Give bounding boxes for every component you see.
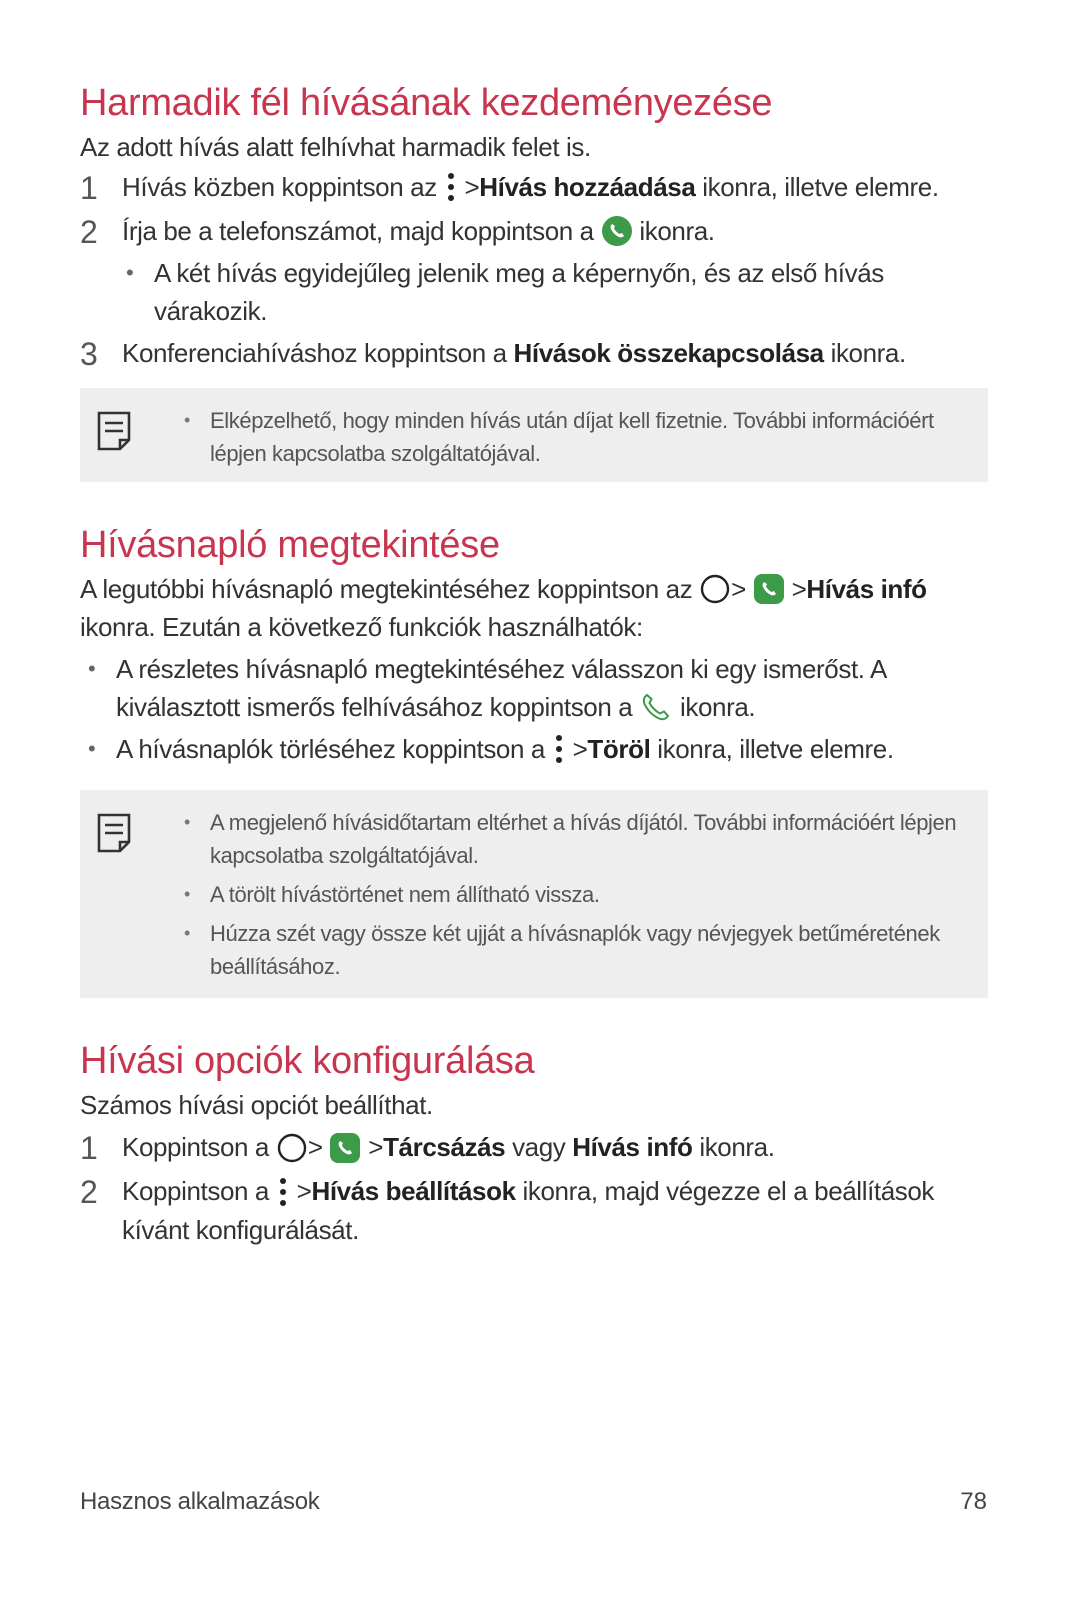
menu-option-call-settings: Hívás beállítások [311,1176,516,1207]
bullet-item [80,650,988,726]
arrow-separator: > [368,1132,384,1163]
arrow-separator: > [307,1132,323,1163]
step-text: Konferenciahíváshoz koppintson a [122,338,507,369]
note-item [184,806,968,872]
step-text: Koppintson a [122,1176,269,1207]
bullet: • [88,656,96,682]
step-number: 1 [80,170,98,206]
step-2 [80,212,988,250]
step-number: 3 [80,336,98,373]
intro-text: ikonra. Ezután a következő funkciók használhatók: [80,612,643,643]
bullet: • [184,812,190,833]
note-text: A megjelenő hívásidőtartam eltérhet a hívás díjától. További információért lépjen kapcsolatba szolgáltatójával. [210,810,957,869]
bullet: • [184,884,190,905]
section-intro [80,570,988,646]
note-text: Húzza szét vagy össze két ujját a hívásnaplók vagy névjegyek betűméretének beállításához. [210,921,940,980]
bullet: • [184,923,190,944]
bullet-item [80,730,988,768]
home-circle-icon [276,1132,308,1164]
menu-option-delete: Töröl [587,734,651,765]
note-item [184,878,968,911]
phone-outline-icon [639,690,673,724]
note-item [184,404,968,470]
step-text: ikonra. [639,216,715,247]
phone-app-icon [753,573,785,605]
bullet: • [88,736,96,762]
arrow-separator: > [464,172,480,202]
home-circle-icon [699,573,731,605]
section-title-third-party-call: Harmadik fél hívásának kezdeményezése [80,82,773,124]
note-icon [96,410,132,452]
page-content [80,80,988,1249]
arrow-separator: > [572,734,588,765]
note-icon [96,812,132,854]
menu-option-call-info: Hívás infó [806,574,927,605]
step-number: 1 [80,1130,98,1167]
step-text: Koppintson a [122,1132,269,1163]
note-box [80,388,988,482]
more-vertical-icon [276,1175,290,1209]
step-text: ikonra. [699,1132,775,1163]
menu-option-merge-calls: Hívások összekapcsolása [513,338,824,369]
step-1 [80,1128,988,1166]
bullet: • [126,260,134,286]
intro-text: A legutóbbi hívásnapló megtekintéséhez koppintson az [80,574,693,605]
bullet-text: A két hívás egyidejűleg jelenik meg a képernyőn, és az első hívás várakozik. [154,258,884,327]
section-title-call-options: Hívási opciók konfigurálása [80,1040,535,1083]
step-text: Írja be a telefonszámot, majd koppintson a [122,216,594,247]
bullet: • [184,410,190,431]
step-1 [80,168,988,206]
more-vertical-icon [444,170,458,204]
arrow-separator: > [296,1176,312,1207]
menu-option-call-info: Hívás infó [572,1132,693,1163]
bullet-text: ikonra. [679,692,756,723]
section-intro: Az adott hívás alatt felhívhat harmadik felet is. [80,132,591,162]
arrow-separator: > [731,574,746,605]
step-2 [80,1172,988,1248]
bullet-text: A részletes hívásnapló megtekintéséhez válasszon ki egy ismerőst. A kiválasztott ismerős felhívásához koppintson a [116,654,886,723]
step-text: ikonra. [830,338,906,369]
step-2-bullet [80,254,988,330]
step-3 [80,334,988,372]
step-number: 2 [80,214,98,251]
footer-section-name: Hasznos alkalmazások [80,1488,320,1515]
phone-app-icon [329,1132,361,1164]
step-text: ikonra, illetve elemre. [702,172,939,202]
menu-option-dial: Tárcsázás [383,1132,506,1163]
step-text: vagy [512,1132,566,1163]
note-text: A törölt hívástörténet nem állítható vissza. [210,882,600,908]
section-title-call-log: Hívásnapló megtekintése [80,524,500,567]
bullet-text: A hívásnaplók törléséhez koppintson a [116,734,545,765]
page-number: 78 [960,1488,987,1515]
step-text: ikonra, majd végezze el a beállítások kívánt konfigurálását. [122,1176,935,1245]
phone-call-icon [601,215,633,247]
note-box [80,790,988,998]
note-text: Elképzelhető, hogy minden hívás után díjat kell fizetnie. További információért lépjen kapcsolatba szolgáltatójával. [210,408,934,467]
menu-option-add-call: Hívás hozzáadása [479,172,696,202]
step-text: Hívás közben koppintson az [122,172,437,202]
bullet-text: ikonra, illetve elemre. [657,734,894,765]
step-number: 2 [80,1174,98,1211]
note-item [184,917,968,983]
more-vertical-icon [552,732,566,766]
arrow-separator: > [791,574,807,605]
section-intro: Számos hívási opciót beállíthat. [80,1090,433,1121]
